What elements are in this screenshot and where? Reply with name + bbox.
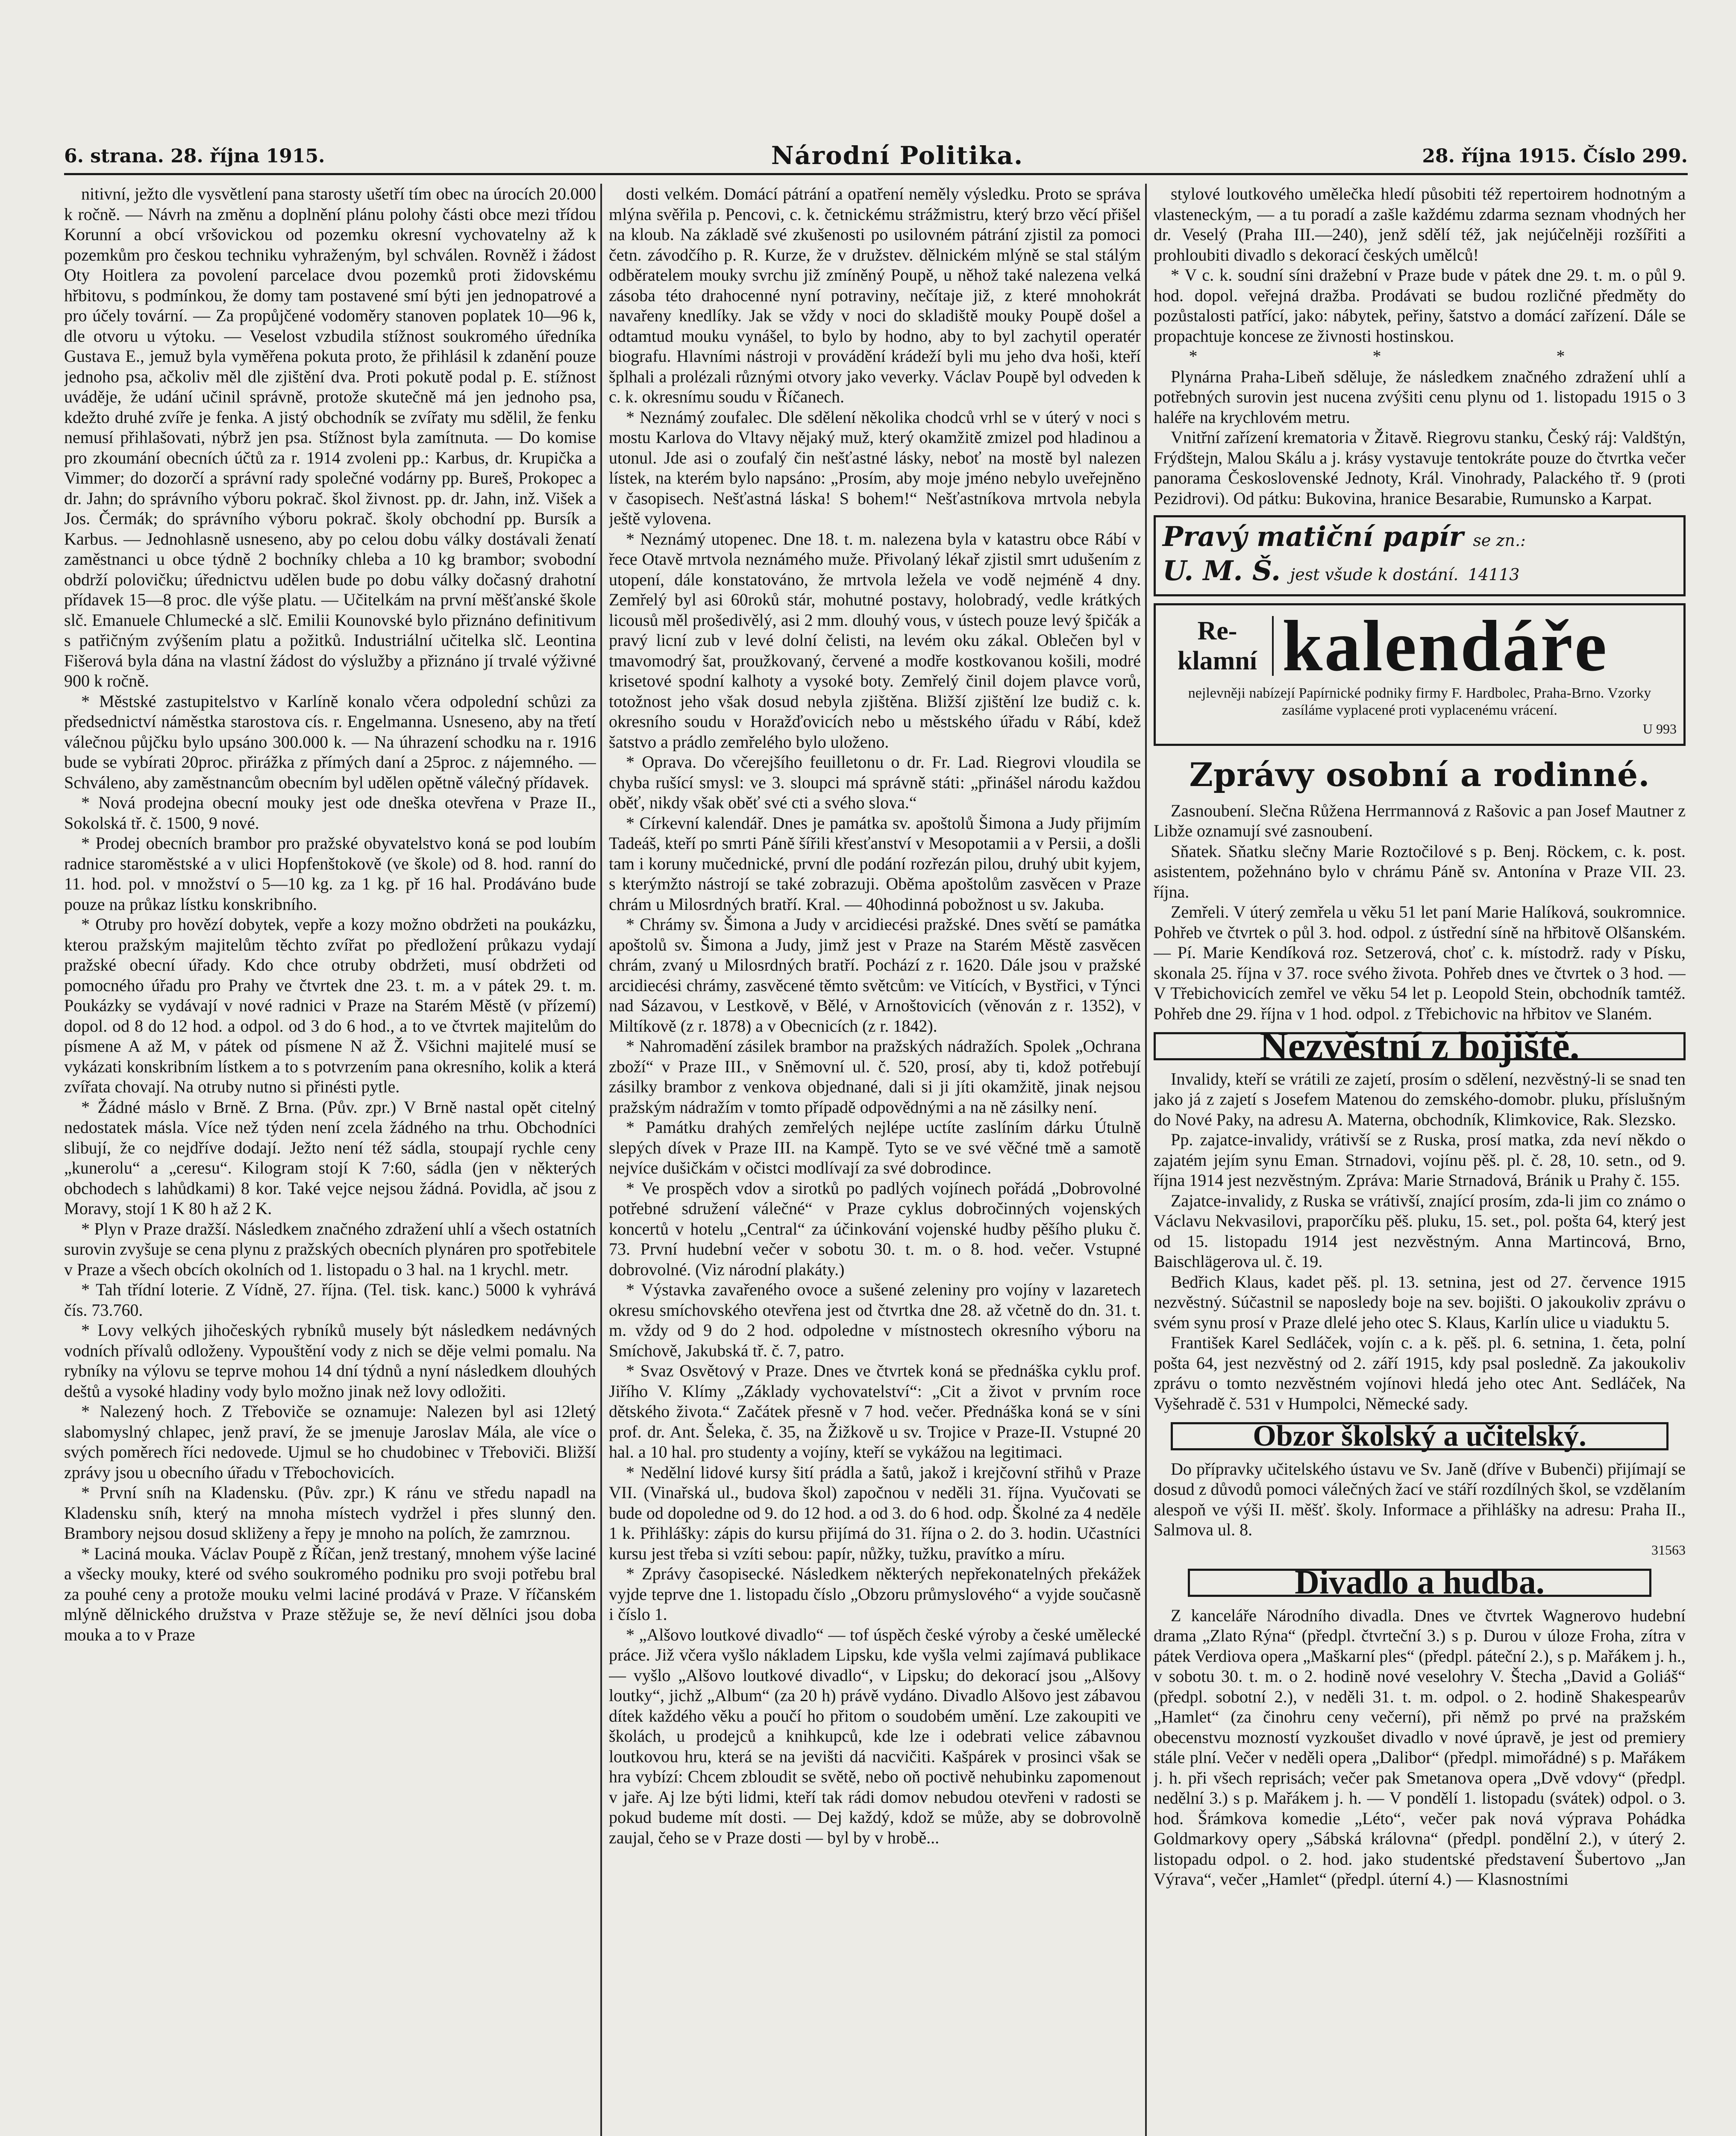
article: * Žádné máslo v Brně. Z Brna. (Pův. zpr.) V Brně nastal opět citelný nedostatek másla. Více než týden není zcela žádného na trhu. Obchodníci slibují, že co nejdříve dodají. Ježto není též sádla, stoupají rychle ceny „kunerolu“ a „ceresu“. Kilogram stojí K 7:60, sádla (jen v některých obchodech s lahůdkami) 8 kor. Také vejce nejsou žádná. Povidla, ač jsou z Moravy, stojí 1 K 80 h až 2 K. [64,1097,596,1218]
separator: * * * [1189,346,1651,366]
column-2 [609,184,1141,2136]
article: * Nová prodejna obecní mouky jest ode dneška otevřena v Praze II., Sokolská tř. č. 1500, 9 nové. [64,793,596,833]
article: František Karel Sedláček, vojín c. a k. pěš. pl. 6. setnina, 1. četa, polní pošta 64, jest nezvěstný od 2. září 1915, kdy psal posledně. Za jakoukoliv zprávu o tomto nezvěstném vojínovi hledá jeho otec Ant. Sedláček, Na Vyšehradě č. 531 v Humpolci, Německé sady. [1154,1333,1686,1413]
article: Invalidy, kteří se vrátili ze zajetí, prosím o sdělení, nezvěstný-li se snad ten jako já z zajetí s Josefem Matenou do zemského-domobr. pluku, příslušným do Nové Paky, na adresu A. Materna, obchodník, Klimkovice, Rak. Slezsko. [1154,1069,1686,1129]
column-3 [1154,184,1686,2136]
article: Zasnoubení. Slečna Růžena Herrmannová z Rašovic a pan Josef Mautner z Libže oznamují své zasnoubení. [1154,801,1686,840]
article: Bedřich Klaus, kadet pěš. pl. 13. setnina, jest od 27. července 1915 nezvěstný. Súčastnil se naposledy boje na sev. bojišti. O jakoukoliv zprávu o svém synu prosí v Praze dlelé jeho otec S. Klaus, Karlín ulice u viaduktu 5. [1154,1272,1686,1332]
article: * Městské zastupitelstvo v Karlíně konalo včera odpolední schůzi za předsednictví náměstka starostova cís. r. Engelmanna. Usneseno, aby na třetí válečnou půjčku bylo upsáno 300.000 k. — Na úhrazení schodku na r. 1916 bude se vybírati 20proc. přirážka z přímých daní a 25proc. z nájemného. — Schváleno, aby zaměstnancům obecním byl udělen opětně válečný přídavek. [64,691,596,792]
article: * Církevní kalendář. Dnes je památka sv. apoštolů Šimona a Judy přijmím Tadeáš, kteří po smrti Páně šířili křesťanství v Mesopotamii a v Persii, a došli tam i koruny mučednické, první dle podání rozřezán pilou, druhý ubit kyjem, s kterýmžto nástrojí se také zobrazuji. Oběma apoštolům zasvěcen v Praze chrám u Milosrdných bratří. Kral. — 40hodinná pobožnost u sv. Jakuba. [609,813,1141,914]
column-rule [600,184,602,2136]
paper-advertisement [1154,515,1686,596]
article: * V c. k. soudní síni dražební v Praze bude v pátek dne 29. t. m. o půl 9. hod. dopol. veřejná dražba. Prodávati se budou rozličné předměty do pozůstalosti patřící, jako: nábytek, peřiny, šatstvo a domácí zařízení. Dále se propachtuje koncese ze živnosti hostinskou. [1154,265,1686,346]
article: * Výstavka zavařeného ovoce a sušené zeleniny pro vojíny v lazaretech okresu smíchovského otevřena jest od čtvrtka dne 28. až včetně do dn. 31. t. m. vždy od 9 do 2 hod. odpoledne v místnostech okresního výboru na Smíchově, Jakubská tř. č. 7, patro. [609,1280,1141,1360]
article: Plynárna Praha-Libeň sděluje, že následkem značného zdražení uhlí a potřebných surovin jest nucena zvýšiti cenu plynu od 1. listopadu 1915 o 3 haléře na krychlovém metru. [1154,367,1686,427]
article: Z kanceláře Národního divadla. Dnes ve čtvrtek Wagnerovo hudební drama „Zlato Rýna“ (předpl. čtvrteční 3.) s p. Durou v úloze Froha, zítra v pátek Verdiova opera „Maškarní ples“ (předpl. páteční 2.), s p. Mařákem j. h., v sobotu 30. t. m. o 2. hodině nové veselohry V. Štecha „David a Goliáš“ (předpl. sobotní 2.), v neděli 31. t. m. odpol. o 2. hodině Shakespearův „Hamlet“ (za činohru ceny večerní), při němž po prvé na pražském obecenstvu mozností vyzkoušet divadlo v nové úpravě, je jest od premiery stále plní. Večer v neděli opera „Dalibor“ (předpl. mimořádné) s p. Mařákem j. h. při všech reprisách; večer pak Smetanova opera „Dvě vdovy“ (předpl. nedělní 3.) s p. Mařákem j. h. — V pondělí 1. listopadu (svátek) odpol. o 3. hod. Šrámkova komedie „Léto“, večer pak nová výprava Pohádka Goldmarkovy opery „Sábská královna“ (předpl. pondělní 2.), v úterý 2. listopadu odpol. o 2. hod. jako studentské představení Šubertovo „Jan Výrava“, večer „Hamlet“ (předpl. úterní 4.) — Klasnostními [1154,1605,1686,1889]
section-title-personal: Zprávy osobní a rodinné. [1189,755,1650,794]
article: * Chrámy sv. Šimona a Judy v arcidiecési pražské. Dnes světí se památka apoštolů sv. Šimona a Judy, jimž jest v Praze na Starém Městě zasvěcen chrám, zvaný u Milosrdných bratří. Pochází z r. 1620. Dále jsou v pražské arcidiecési chrámy, zasvěcené těmto světcům: ve Vitících, v Bystřici, v Týnci nad Sázavou, v Lestkově, v Bělé, v Arnoštovicích (věnován z r. 1352), v Miltíkově (z r. 1878) a v Obecnicích (z r. 1842). [609,915,1141,1036]
article: * Lovy velkých jihočeských rybníků musely být následkem nedávných vodních přívalů odloženy. Vypouštění vody z nich se děje velmi pomalu. Na rybníky na výlovu se teprve mohou 14 dní týdnů a nyní následkem dlouhých deštů a vysoké hladiny vody bylo možno jinak než lovy odložiti. [64,1320,596,1401]
article: Sňatek. Sňatku slečny Marie Roztočilové s p. Benj. Röckem, c. k. post. asistentem, požehnáno bylo v chrámu Páně sv. Antonína v Praze VII. 23. října. [1154,841,1686,901]
article: * Tah třídní loterie. Z Vídně, 27. října. (Tel. tisk. kanc.) 5000 k vyhrává čís. 73.760. [64,1280,596,1320]
article: * Nahromadění zásilek brambor na pražských nádražích. Spolek „Ochrana zboží“ v Praze III., v Sněmovní ul. č. 520, prosí, aby ti, kdož potřebují zásilky brambor z venkova objednané, dali si ji jíti okamžitě, jinak nejsou pražským nádražím v tomto případě odpovědnými a na ně zásilky není. [609,1036,1141,1117]
article: * Oprava. Do včerejšího feuilletonu o dr. Fr. Lad. Riegrovi vloudila se chyba rušící smysl: ve 3. sloupci má správně státi: „přinášel národu každou oběť, nikdy však oběť své cti a svého slova.“ [609,752,1141,812]
column-rule [1145,184,1147,2136]
article: * Neznámý zoufalec. Dle sdělení několika chodců vrhl se v úterý v noci s mostu Karlova do Vltavy nějaký muž, který okamžitě zmizel pod hladinou a utonul. Jde asi o zoufalý čin nešťastné lásky, neboť na mostě byl nalezen lístek, na kterém bylo napsáno: „Prosím, aby moje jméno nebylo uveřejněno v časopisech. Nešťastná láska! S bohem!“ Nešťastníkova mrtvola nebyla ještě vylovena. [609,407,1141,528]
calendar-advertisement [1154,603,1686,746]
article: * Památku drahých zemřelých nejlépe uctíte zaslíním dárku Útulně slepých dívek v Praze III. na Kampě. Tyto se ve své věčné tmě a samotě nejvíce dušičkám v očistci modlívají za své dobrodince. [609,1118,1141,1177]
section-title-school: Obzor školský a učitelský. [1171,1422,1668,1450]
article: nitivní, ježto dle vysvětlení pana starosty ušetří tím obec na úrocích 20.000 k ročně. — Návrh na změnu a doplnění plánu polohy části obce mezi třídou Korunní a obcí vršovickou od pozemku okresní vychovatelny až k pozemkům pro českou techniku vyhraženým, byl schválen. Rovněž i žádost Oty Hoitlera za povolení parcelace dvou pozemků proti židovskému hřbitovu, s podmínkou, že domy tam postavené smí býti jen jednopatrové a pro účely tovární. — Za propůjčené vodoměry stanoven poplatek 10—96 k, dle otvoru u výtoku. — Veselost vzbudila stížnost soukromého úředníka Gustava E., jemuž byla vyměřena pokuta proto, že přihlásil k zdanění pouze jednoho psa, ačkoliv měl dle zjištění dva. Proti pokutě podal p. E. stížnost uváděje, že udání učinil správně, protože skutečně má jen jednoho psa, kdežto druhé zvíře je fenka. A jistý obchodník se zvířaty mu sdělil, že fenku nemusí přihlašovati, nýbrž jen psa. Stížnost byla zamítnuta. — Do komise pro zkoumání obecních účtů za r. 1914 zvoleni pp.: Karbus, dr. Krupička a Vimmer; do dozorčí a správní rady společné vodárny pp. Bureš, Prokopec a dr. Jahn; do správního výboru pokrač. škol živnost. pp. dr. Jahn, inž. Višek a Jos. Čermák; do správního výboru pokrač. školy obchodní pp. Bursík a Karbus. — Jednohlasně usneseno, aby po celou dobu války dostávali ženatí zaměstnanci u obce týdně 2 bochníky chleba a 10 kg brambor; svobodní obdrží polovičku; úřednictvu udělen bude po dobu války dočasný drahotní přídavek 15—8 proc. dle výše platu. — Učitelkám na první měšťanské škole slč. Emanuele Chlumecké a slč. Emilii Kounovské bylo přiznáno definitivum s patřičným zvýšením platu a požitků. Industriální učitelka slč. Leontina Fišerová byla dána na vlastní žádost do výslužby a přiznáno jí trvalé výživné 900 k ročně. [64,184,596,690]
article: * Laciná mouka. Václav Poupě z Říčan, jenž trestaný, mnohem výše laciné a všecky mouky, které od svého soukromého podniku pro svoji potřebu bral za pouhé ceny a protože mouku velmi laciné prodává v Praze. V říčanském mlýně dělnického družstva v Praze stěžuje se, že neví dělníci jsou doba mouka a to v Praze [64,1543,596,1644]
paper-ad-sub2: jest všude k dostání. [1290,565,1459,584]
masthead: Národní Politika. [771,141,1024,170]
calendar-ad-word: kalendáře [1282,606,1609,686]
article: * Svaz Osvětový v Praze. Dnes ve čtvrtek koná se přednáška cyklu prof. Jiřího V. Klímy „Základy vychovatelství“: „Cit a život v prvním roce dětského života.“ Začátek přesně v 7 hod. večer. Přednáška koná se v síni prof. dr. Ant. Šeleka, č. 35, na Žižkově u sv. Trojice v Praze-II. Vstupné 20 hal. a 10 hal. pro studenty a vojíny, kteří se vykážou na legitimaci. [609,1361,1141,1461]
article: dosti velkém. Domácí pátrání a opatření neměly výsledku. Proto se správa mlýna svěřila p. Pencovi, c. k. četnickému strážmistru, který brzo věcí přišel na kloub. Na základě své zkušenosti po usilovném pátrání zjistil za pomoci četn. závodčího p. R. Kurze, že v družstev. dělnickém mlýně se stal stálým odběratelem mouky svrchu již zmíněný Poupě, u něhož také nalezena velká zásoba této drahocenné nyní potraviny, nečítaje již, z které mnohokrát navařeny knedlíky. Jak se vždy v noci do skladiště mouky Poupě došel a odtamtud mouku vynášel, to bylo by hodno, aby to byl zachytil operatér biografu. Hlavními nástroji v provádění krádeží byli mu jeho dva hoši, kteří šplhali a prolézali různými otvory jako veverky. Václav Poupě byl odveden k c. k. okresnímu soudu v Říčanech. [609,184,1141,406]
article: Zemřeli. V úterý zemřela u věku 51 let paní Marie Halíková, soukromnice. Pohřeb ve čtvrtek o půl 3. hod. odpol. z ústřední síně na hřbitově Olšanském. — Pí. Marie Kendíková roz. Setzerová, choť c. k. místodrž. rady v Písku, skonala 25. října v 37. roce svého života. Pohřeb dnes ve čtvrtek o 3 hod. — V Třebichovicích zemřel ve věku 54 let p. Leopold Stein, obchodník tamtéž. Pohřeb dne 29. října v 1 hod. odpol. z Třebichovic na hřbitov ve Slaném. [1154,902,1686,1023]
paper-ad-mark: U. M. Š. [1163,555,1281,587]
article: * Nalezený hoch. Z Třeboviče se oznamuje: Nalezen byl asi 12letý slabomyslný chlapec, jenž praví, že se jmenuje Jaroslav Mála, ale více o svých poměrech říci nedovede. Ujmul se ho chudobinec v Třeboviči. Bližší zprávy jsou u obecního úřadu v Třebochovicích. [64,1402,596,1482]
article: * První sníh na Kladensku. (Pův. zpr.) K ránu ve středu napadl na Kladensku sníh, který na mnoha místech vydržel i přes slunný den. Brambory nejsou dosud skliženy a řepy je mnoho na polích, že zamrznou. [64,1483,596,1543]
section-title-missing: Nezvěstní z bojiště. [1154,1032,1686,1060]
article: * Prodej obecních brambor pro pražské obyvatelstvo koná se pod loubím radnice staroměstské a v ulici Hopfenštokově (ve škole) od 8. hod. ranní do 11. hod. pol. v množství o 5—10 kg. za 1 kg. př 16 hal. Prodáváno bude pouze na průkaz lístku konskribního. [64,833,596,914]
article: Do přípravky učitelského ústavu ve Sv. Janě (dříve v Bubenči) přijímají se dosud z důvodů pomoci válečných žací ve stáří rozdílných škol, se vzdělaním alespoň ve výši II. měšť. školy. Informace a přihlášky na adresu: Praha II., Salmova ul. 8. [1154,1459,1686,1539]
ad-ref: 14113 [1468,565,1520,584]
article: Zajatce-invalidy, z Ruska se vrátivší, znající prosím, zda-li jim co známo o Václavu Nekvasilovi, praporčíku pěš. pluku, 15. set., pol. pošta 64, který jest od 15. listopadu 1914 jest nezvěstným. Anna Martincová, Brno, Baischlägerova ul. č. 19. [1154,1191,1686,1271]
article: Pp. zajatce-invalidy, vrátivší se z Ruska, prosí matka, zda neví někdo o zajatém jejím synu Eman. Strnadovi, vojínu pěš. pl. č. 28, 10. setn., od 9. října 1914 jest nezvěstným. Zpráva: Marie Strnadová, Bránik u Prahy č. 155. [1154,1130,1686,1190]
ad-ref: 31563 [1651,1542,1686,1558]
header-date-right: 28. října 1915. Číslo 299. [1422,145,1688,167]
article: * Zprávy časopisecké. Následkem některých nepřekonatelných překážek vyjde teprve dne 1. listopadu číslo „Obzoru průmyslového“ a vyjde současně i číslo 1. [609,1564,1141,1624]
article: * Otruby pro hovězí dobytek, vepře a kozy možno obdržeti na poukázku, kterou pražským majitelům těchto zvířat po předložení průkazu vydají pražské obecní úřady. Kdo chce otruby obdržeti, musí obdržeti od pomocného úřadu pro Prahy ve čtvrtek dne 23. t. m. a v pátek 29. t. m. Poukázky se vydávají v nové radnici v Praze na Starém Městě (v přízemí) dopol. od 8 do 12 hod. a odpol. od 3 do 6 hod., a to ve čtvrtek majitelům do písmene A až M, v pátek od písmene N až Ž. Všichni majitelé musí se vykázati konskribním lístkem a to s potvrzením pana okresního, kolik a která zvířata chovají. Na otruby nutno si přinésti pytle. [64,915,596,1096]
column-1 [64,184,596,2136]
paper-ad-sub: se zn.: [1473,531,1526,550]
article: * Neznámý utopenec. Dne 18. t. m. nalezena byla v katastru obce Rábí v řece Otavě mrtvola neznámého muže. Přivolaný lékař zjistil smrt udušením z utopení, dále konstatováno, že mrtvola ležela ve vodě nejméně 4 dny. Zemřelý byl asi 60roků stár, mohutné postavy, holobradý, vedle krátkých licousů měl prošedivělý, asi 2 mm. dlouhý vous, v ústech pouze levý špičák a pravý licní zub v levé dolní čelisti, na levém oku zákal. Oblečen byl v tmavomodrý šat, proužkovaný, červené a modře kostkovanou košili, modré krisetové spodní kalhoty a vysoké boty. Zemřelý činil dojem plavce vorů, totožnost jeho však dosud nebyla zjištěna. Bližší zjištění lze budiž c. k. okresního soudu v Horažďovicích nebo u městského úřadu v Rábí, kdež šatstvo a prádlo zemřelého bylo uloženo. [609,529,1141,751]
header-date-left: 6. strana. 28. října 1915. [64,145,325,167]
calendar-ad-label: Re- klamní [1163,616,1274,676]
article: * Ve prospěch vdov a sirotků po padlých vojínech pořádá „Dobrovolné potřebné sdružení válečné“ v Praze cyklus dobročinných vojenských koncertů v hotelu „Central“ za účinkování vojenské hudby pěšího pluku č. 73. První hudební večer v sobotu 30. t. m. o 8. hod. večer. Vstupné dobrovolné. (Viz národní plakáty.) [609,1178,1141,1279]
article: stylové loutkového umělečka hledí působiti též repertoirem hodnotným a vlasteneckým, — a tu poradí a zašle každému zdarma seznam vhodných her dr. Veselý (Praha III.—240), jenž sdělí též, jak nejúčelněji rozšířiti a prohloubiti divadlo s dekorací českých umělců! [1154,184,1686,264]
article: Vnitřní zařízení krematoria v Žitavě. Riegrovu stanku, Český ráj: Valdštýn, Frýdštejn, Malou Skálu a j. krásy vystavuje tentokráte pouze do čtvrtka večer panorama Československé Jednoty, Král. Vinohrady, Palackého tř. 9 (proti Pezidrovi). Od pátku: Bukovina, hranice Besarabie, Rumunsko a Karpat. [1154,428,1686,508]
article: * Plyn v Praze dražší. Následkem značného zdražení uhlí a všech ostatních surovin zvyšuje se cena plynu z pražských obecních plynáren pro spotřebitele v Praze a všech obcích okolních od 1. listopadu o 3 hal. na 1 krychl. metr. [64,1219,596,1279]
calendar-ad-note: nejlevněji nabízejí Papírnické podniky firmy F. Hardbolec, Praha-Brno. Vzorky zasíláme vyplacené proti vyplacenému vrácení. [1188,685,1651,718]
article: * „Alšovo loutkové divadlo“ — tof úspěch české výroby a české umělecké práce. Již včera vyšlo nákladem Lipsku, kde vyšla velmi zajímavá publikace — vyšlo „Alšovo loutkové divadlo“, v Lipsku; do dekorací jsou „Alšovy loutky“, jichž „Album“ (za 20 h) právě vydáno. Divadlo Alšovo jest zábavou dítek každého věku a poučí ho přitom o soudobém umění. Lze zakoupiti ve školách, u prodejců a knihkupců, kde lze i odebrati velice zábavnou loutkovou hru, která se na jevišti dá nacvičiti. Kašpárek v prosinci však se hra vybízí: Chcem zbloudit se světě, nebo oň poctivě nehubinku zapomenout v jaře. Aj lze býti lidmi, kteří tak rádi domov nebudou otevřeni v radosti se pokud budeme mít dosti. — Dej každý, kdož se může, aby se dobrovolně zaujal, čeho se v Praze dosti — byl by v hrobě... [609,1625,1141,1847]
page-header [64,141,1688,175]
ad-ref: U 993 [1642,721,1677,736]
article: * Nedělní lidové kursy šití prádla a šatů, jakož i krejčovní střihů v Praze VII. (Vinařská ul., budova škol) započnou v neděli 31. října. Vyučovati se bude od dopoledne od 9. do 12 hod. a od 3. do 6 hod. odp. Školné za 4 neděle 1 k. Přihlášky: zápis do kursu přijímá do 31. října o 2. do 3. hodin. Učastníci kursu jest třeba si vzíti sebou: papír, nůžky, tužku, pravítko a míru. [609,1462,1141,1563]
paper-ad-title: Pravý matiční papír [1163,521,1464,553]
section-title-theatre: Divadlo a hudba. [1188,1569,1651,1597]
